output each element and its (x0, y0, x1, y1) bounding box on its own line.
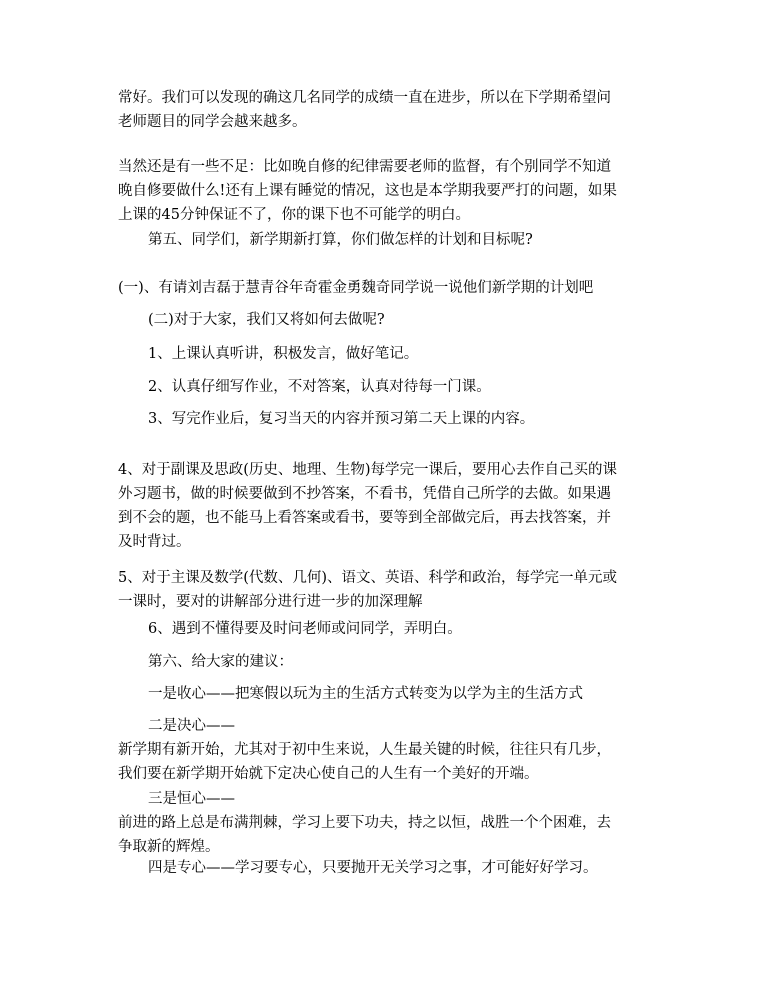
paragraph-progress (118, 86, 658, 134)
text-line: 四是专心——学习要专心，只要抛开无关学习之事，才可能好好学习。 (148, 860, 598, 876)
text-line: 1、上课认真听讲，积极发言，做好笔记。 (148, 346, 419, 362)
text-line: 一是收心——把寒假以玩为主的生活方式转变为以学为主的生活方式 (148, 686, 583, 702)
text-line: (一)、有请刘吉磊于慧青谷年奇霍金勇魏奇同学说一说他们新学期的计划吧 (118, 280, 594, 296)
text-line: 4、对于副课及思政(历史、地理、生物)每学完一课后，要用心去作自己买的课 (118, 462, 618, 478)
text-line: 到不会的题，也不能马上看答案或看书，要等到全部做完后，再去找答案，并 (118, 510, 611, 526)
text-line: 常好。我们可以发现的确这几名同学的成绩一直在进步，所以在下学期希望问 (118, 90, 611, 106)
text-line: 上课的45分钟保证不了，你的课下也不可能学的明白。 (118, 207, 470, 223)
paragraph-section-six (118, 650, 658, 674)
text-line: 新学期有新开始，尤其对于初中生来说，人生最关键的时候，往往只有几步， (118, 742, 611, 758)
text-line: 第六、给大家的建议： (148, 654, 293, 670)
suggestion-four (118, 856, 658, 880)
list-item-1 (118, 342, 658, 366)
text-line: 我们要在新学期开始就下定决心使自己的人生有一个美好的开端。 (118, 766, 539, 782)
text-line: 2、认真仔细写作业，不对答案，认真对待每一门课。 (148, 379, 491, 395)
list-item-2 (118, 375, 658, 399)
text-line: 第五、同学们，新学期新打算，你们做怎样的计划和目标呢? (148, 232, 533, 248)
paragraph-section-five (118, 228, 658, 252)
text-line: 晚自修要做什么!还有上课有睡觉的情况，这也是本学期我要严打的问题，如果 (118, 183, 617, 199)
text-line: 前进的路上总是布满荆棘，学习上要下功夫，持之以恒，战胜一个个困难，去 (118, 815, 611, 831)
suggestion-one (118, 682, 658, 706)
paragraph-item-two (118, 308, 658, 332)
suggestion-three (118, 787, 658, 859)
text-line: (二)对于大家，我们又将如何去做呢? (148, 312, 385, 328)
text-line: 6、遇到不懂得要及时问老师或问同学，弄明白。 (148, 621, 462, 637)
text-line: 三是恒心—— (148, 791, 235, 807)
paragraph-shortcomings (118, 155, 658, 227)
list-item-6 (118, 617, 658, 641)
paragraph-item-one (118, 276, 658, 300)
list-item-3 (118, 407, 658, 431)
text-line: 5、对于主课及数学(代数、几何)、语文、英语、科学和政治，每学完一单元或 (118, 570, 618, 586)
list-item-5 (118, 566, 658, 614)
text-line: 二是决心—— (148, 718, 235, 734)
list-item-4 (118, 458, 658, 554)
text-line: 老师题目的同学会越来越多。 (118, 114, 307, 130)
suggestion-two (118, 714, 658, 786)
text-line: 当然还是有一些不足：比如晚自修的纪律需要老师的监督，有个别同学不知道 (118, 159, 611, 175)
text-line: 及时背过。 (118, 534, 191, 550)
text-line: 一课时，要对的讲解部分进行进一步的加深理解 (118, 594, 423, 610)
text-line: 争取新的辉煌。 (118, 839, 220, 855)
text-line: 外习题书，做的时候要做到不抄答案，不看书，凭借自己所学的去做。如果遇 (118, 486, 611, 502)
text-line: 3、写完作业后，复习当天的内容并预习第二天上课的内容。 (148, 411, 535, 427)
